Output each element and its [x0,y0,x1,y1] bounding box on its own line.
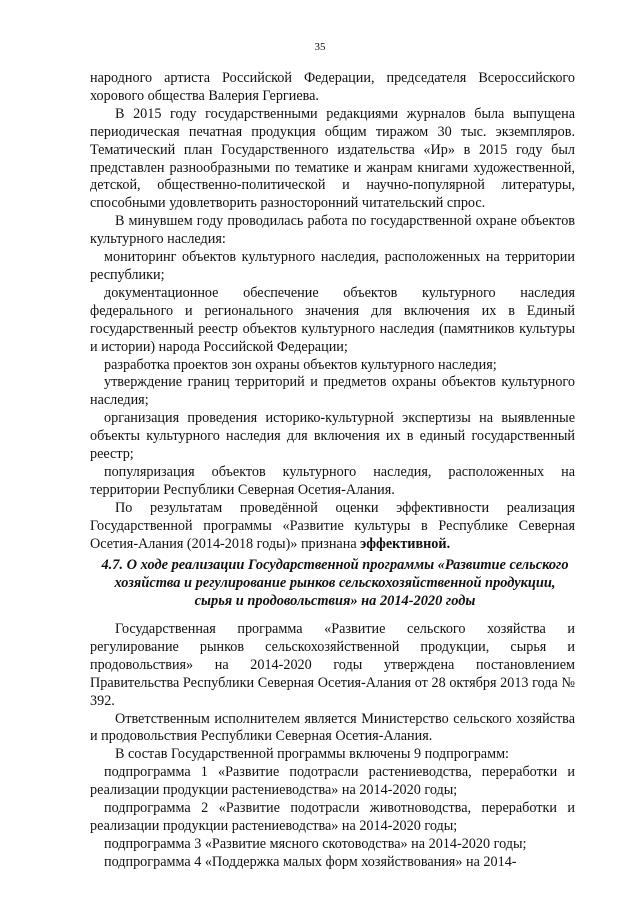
paragraph: В состав Государственной программы включены 9 подпрограмм: [115,746,509,763]
paragraph: В минувшем году проводилась работа по государственной охране объектов культурного наследия: [90,213,575,248]
list-item: мониторинг объектов культурного наследия, расположенных на территории республики; [90,249,575,283]
list-item: разработка проектов зон охраны объектов культурного наследия; [104,356,497,373]
list-item: документационное обеспечение объектов культурного наследия федерального и регионального значения для включения их в Единый государственный реестр объектов культурного наследия (памятников культуры и истории) народа Российской Федерации; [90,284,575,355]
conclusion-paragraph [90,500,575,554]
conclusion-text: По результатам проведённой оценки эффективности реализация Государственной программы «Развитие культуры в Республике Северная Осетия-Алания (2014-2018 годы)» признана [90,499,575,552]
list-item: утверждение границ территорий и предметов охраны объектов культурного наследия; [90,374,575,409]
conclusion-bold: эффективной. [360,535,451,552]
list-item: подпрограмма 2 «Развитие подотрасли животноводства, переработки и реализации продукции растениеводства» на 2014-2020 годы; [90,800,575,834]
list-item: популяризация объектов культурного наследия, расположенных на территории Республики Северная Осетия-Алания. [90,463,575,498]
paragraph: В 2015 году государственными редакциями журналов была выпущена периодическая печатная продукция общим тиражом 30 тыс. экземпляров. Тематический план Государственного издательства «Ир» в 2015 году был представлен разнообразными по тематике и жанрам книгами художественной, детской, общественно-политической и научно-популярной литературы, способными удовлетворить разносторонний читательский спрос. [90,105,575,212]
list-item: подпрограмма 1 «Развитие подотрасли растениеводства, переработки и реализации продукции растениеводства» на 2014-2020 годы; [90,764,575,799]
list-item: организация проведения историко-культурной экспертизы на выявленные объекты культурного наследия для включения их в единый государственный реестр; [90,410,575,463]
page-number: 35 [314,41,326,53]
section-body-culture [90,70,575,553]
paragraph: Ответственным исполнителем является Министерство сельского хозяйства и продовольствия Республики Северная Осетия-Алания. [90,710,575,745]
section-body-agriculture [90,621,575,872]
paragraph: Государственная программа «Развитие сельского хозяйства и регулирование рынков сельскохозяйственной продукции, сырья и продовольствия» на 2014-2020 годы утверждена постановлением Правительства Республики Северная Осетия-Алания от 28 октября 2013 года № 392. [90,621,575,709]
list-item: подпрограмма 4 «Поддержка малых форм хозяйствования» на 2014- [104,853,517,870]
list-item: подпрограмма 3 «Развитие мясного скотоводства» на 2014-2020 годы; [104,835,527,852]
section-heading: 4.7. О ходе реализации Государственной программы «Развитие сельского хозяйства и регулирование рынков сельскохозяйственной продукции, сырья и продовольствия» на 2014-2020 годы [101,557,569,609]
paragraph: народного артиста Российской Федерации, председателя Всероссийского хорового общества Валерия Гергиева. [90,70,575,104]
